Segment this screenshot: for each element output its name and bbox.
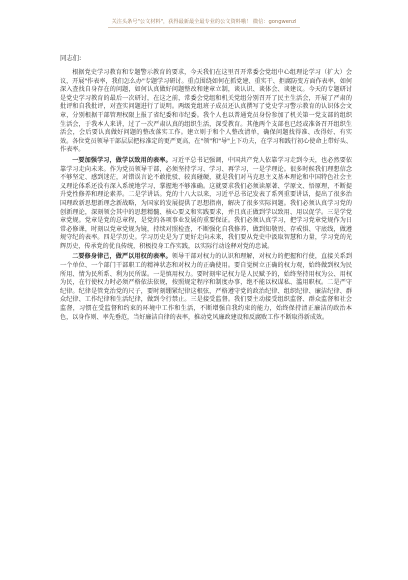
header-banner: [0, 8, 408, 25]
section2-heading: 二要修身律己，做严以用权的表率。: [72, 253, 172, 261]
section2-paragraph: [60, 253, 352, 322]
section1-body: 习近平总书记强调，中国共产党人依靠学习走到今天，也必然要依靠学习走向未来。作为党员领导干部，必须坚持学习、学习、再学习，一是学理论。很多时候我们理想信念不够坚定、感到迷茫，对错误言论不敢批驳、较真碰硬，就是我们对马克思主义基本理论和中国特色社会主义理论体系还没有深入系统地学习，掌握地不够准确。这就要求我们必须读原著、学原文、悟原理，不断提升党性修养和理论素养。二是学讲话。党的十八大以来，习近平总书记发表了系列重要讲话，提出了很多治国理政新思想新理念新战略，为国家的发展提供了思想指南，解决了很多实际问题。我们必须认真学习党的创新理论，深刻领会其中的思想精髓、核心要义和实践要求，并且真正做到学以致用、用以促学。三是学党章党规。党章是党的总章程，是党的各项事业发展的重要保证。我们必须认真学习，把学习党章党规作为日常必修课，时刻以党章党规为镜，持续对照检查，不断强化自我修养，做到知敬畏、存戒惧、守底线，做遵规守纪的表率。四是学历史。学习历史是为了更好走向未来，我们要从党史中汲取智慧和力量，学习党的光辉历史，传承党的优良传统，积极投身工作实践，以实际行动诠释对党的忠诚。: [60, 156, 353, 250]
document-body: [60, 54, 352, 324]
section1-paragraph: [60, 157, 352, 252]
intro-paragraph: 根据党史学习教育和专题警示教育的要求，今天我们在这里召开常委会党组中心组理论学习（扩大）会议，开展"作表率，我们怎么办"专题学习研讨。重点围绕如何在抓党建、重实干、拒腐防变方面作表率，如何深入查找自身存在的问题，如何认真做好问题整改和建章立制，谈认识、谈体会、谈建议。今天的专题研讨是党史学习教育的最后一次研讨，在这之前，常委会党组和机关党组分别召开了民主生活会，开展了严肃的批评和自我批评，对查实问题进行了说明。两级党组班子成员还认真撰写了党史学习警示教育的认识体会文章，分别根据干部管理权限上报了省纪委和市纪委。我个人也以普通党员身份参加了机关第一党支部的组织生活会，于我本人来讲，过了一次严肃认真的组织生活，深受教育。其他两个支部也已经或准备召开组织生活会，会后要认真做好问题的整改落实工作。建立则于和个人整改清单，确保问题找得准、改得好、有实效。各位党员领导干部层层把标准定的更严更高，在"领"和"导"上下功夫，在学习和践行初心使命上带好头、作表率。: [60, 69, 353, 154]
section1-heading: 一要加强学习，做学以致用的表率。: [72, 156, 172, 164]
greeting: 同志们:: [60, 54, 82, 62]
banner-text: 关注头条号"公文材料"，获得最新最全最专业的公文资料哦！ 微信：gongwenzl: [108, 19, 301, 28]
section2-body: 领导干部对权力的认识和理解，对权力的把握和行使，直接关系到一个单位、一个部门干部职工的精神状态和对权力的正确使用。要自觉树立正确的权力观，始终做到权为民所用、情为民所系、利为民所谋。一是慎用权力。要时刻牢记权力是人民赋予的，始终坚持用权为公、用权为民，在行使权力时必须严格依法依规，按照规定程序和制度办事，绝不能以权谋私、滥用职权。二是严守纪律。纪律是管党治党的尺子，要时刻绷紧纪律这根弦，严格遵守党的政治纪律、组织纪律、廉洁纪律、群众纪律、工作纪律和生活纪律，做到令行禁止。三是接受监督。我们要主动接受组织监督、群众监督和社会监督，习惯在受监督和约束的环境中工作和生活，不断增强自我约束的能力，始终保持清正廉洁的政治本色，以身作则、率先垂范，当好廉洁自律的表率，推动党风廉政建设和反腐败工作不断取得新成效。: [60, 253, 353, 321]
